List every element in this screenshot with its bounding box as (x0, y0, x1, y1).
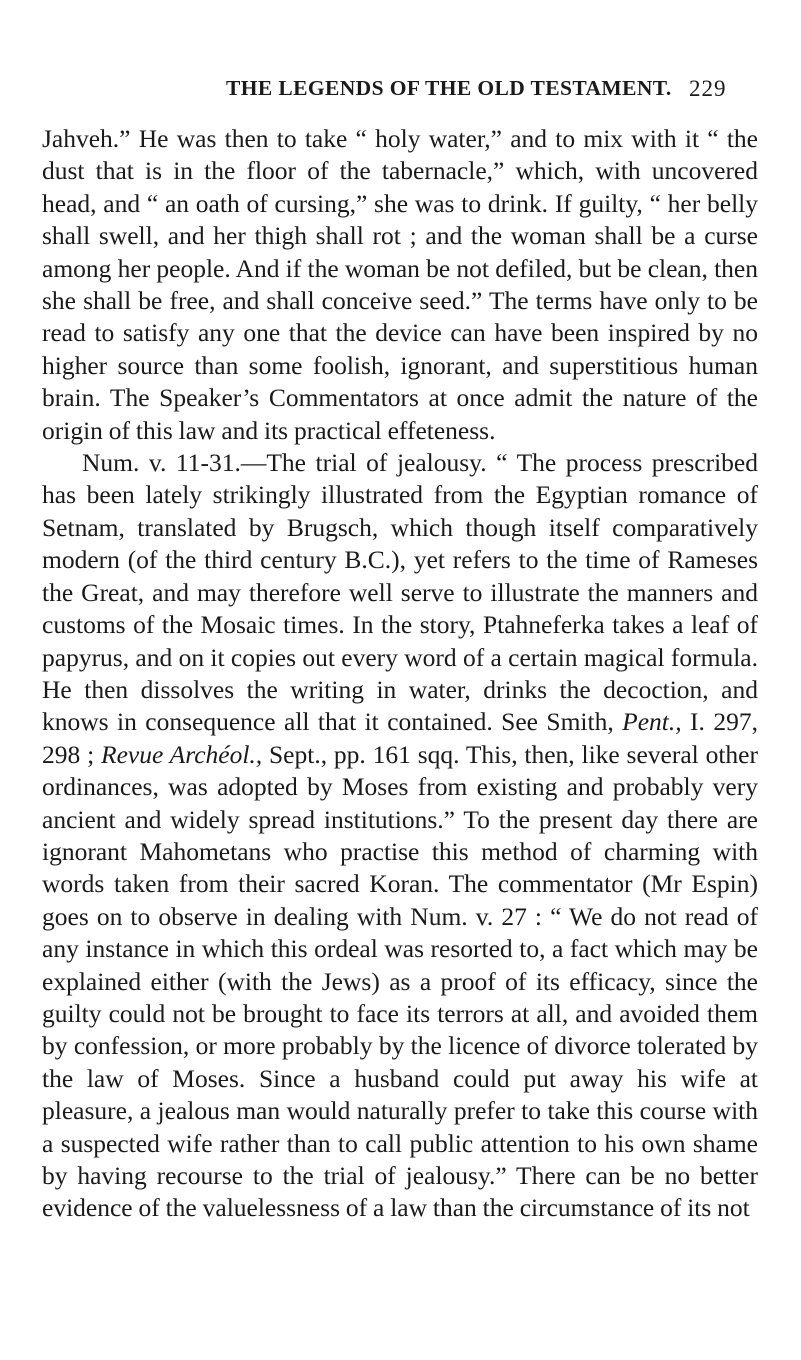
bc-abbreviation: B.C. (344, 545, 392, 575)
paragraph-2-text-c: I. 297, 298 ; (42, 707, 758, 769)
paragraph-1-text: Jahveh.” He was then to take “ holy water,” and to mix with it “ the dust that is in the floor of the tabernacle,” which, with uncovered head, and “ an oath of cursing,” she was to drink. If guilty, “ her belly shall swell, and her thigh shall rot ; and the woman shall be a curse among her people. And if the woman be not defiled, but be clean, then she shall be free, and shall conceive seed.” The terms have only to be read to satisfy any one that the device can have been inspired by no higher source than some foolish, ignorant, and superstitious human brain. The Speaker’s Commentators at once admit the nature of the origin of this law and its practical effeteness. (42, 124, 758, 445)
citation-revue: Revue Archéol., (101, 739, 263, 769)
citation-pent: Pent., (622, 707, 682, 737)
page-number: 229 (689, 76, 727, 101)
paragraph-2-text-d: Sept., pp. 161 sqq. This, then, like several other ordinances, was adopted by Moses from existing and probably very ancient and widely spread institutions.” To the present day there are ignorant Mahometans who practise this method of charming with words taken from their sacred Koran. The commentator (Mr Espin) goes on to observe in dealing with Num. v. 27 : “ We do not read of any instance in which this ordeal was resorted to, a fact which may be explained either (with the Jews) as a proof of its efficacy, since the guilty could not be brought to face its terrors at all, and avoided them by confession, or more probably by the licence of divorce tolerated by the law of Moses. Since a husband could put away his wife at pleasure, a jealous man would naturally prefer to take this course with a suspected wife rather than to call public attention to his own shame by having recourse to the trial of jealousy.” There can be no better evidence of the valuelessness of a law than the circumstance of its not (42, 739, 758, 1223)
paragraph-2 (42, 447, 758, 1225)
body-text (42, 123, 758, 1225)
paragraph-2-text-a: Num. v. 11-31.—The trial of jealousy. “ The process prescribed has been lately strikingly illustrated from the Egyptian romance of Setnam, translated by Brugsch, which though itself comparatively modern (of the third century (42, 448, 758, 575)
running-head: THE LEGENDS OF THE OLD TESTAMENT. (226, 76, 672, 100)
paragraph-1 (42, 123, 758, 447)
paragraph-2-text-b: ), yet refers to the time of Rameses the Great, and may therefore well serve to illustrate the manners and customs of the Mosaic times. In the story, Ptahneferka takes a leaf of papyrus, and on it copies out every word of a certain magical formula. He then dissolves the writing in water, drinks the decoction, and knows in consequence all that it contained. See Smith, (42, 545, 758, 737)
